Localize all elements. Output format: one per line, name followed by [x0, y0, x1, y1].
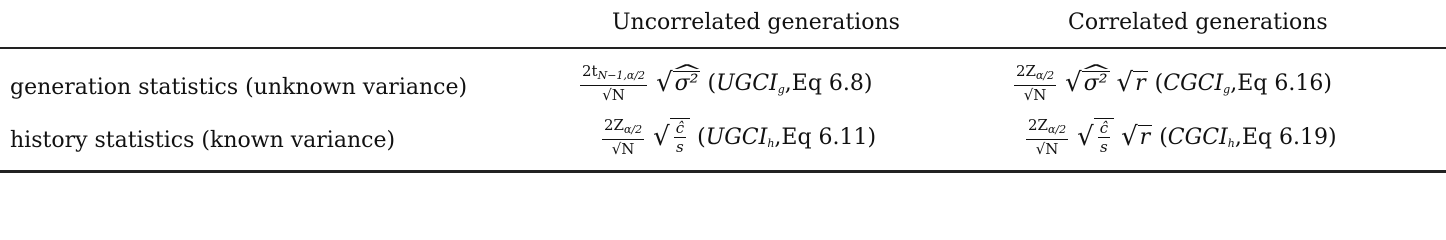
row-label-history-statistics: history statistics (known variance): [10, 128, 396, 153]
header-rule: [0, 47, 1446, 49]
formula-history-uncorrelated: $\frac{2Z_{\alpha/2}}{√N}$ √ $\frac{ĉ}{s}$ ($UGCI_h,Eq$ 6.11): [604, 116, 877, 158]
formula-generation-uncorrelated: $\frac{2t_{N-1,\alpha/2}}{√N}$ √^ σ² ($UGCI_g,Eq$ 6.8): [578, 62, 872, 104]
row-label-generation-statistics: generation statistics (unknown variance): [10, 75, 468, 100]
formula-history-correlated: $\frac{2Z_{\alpha/2}}{√N}$ √ $\frac{ĉ}{s}$ √r ($CGCI_h,Eq$ 6.19): [1028, 116, 1337, 158]
column-header-uncorrelated: Uncorrelated generations: [612, 10, 900, 35]
column-header-correlated: Correlated generations: [1068, 10, 1328, 35]
formula-generation-correlated: $\frac{2Z_{\alpha/2}}{√N}$ √^ σ² √r ($CGCI_g,Eq$ 6.16): [1012, 62, 1332, 104]
bottom-rule: [0, 170, 1446, 173]
